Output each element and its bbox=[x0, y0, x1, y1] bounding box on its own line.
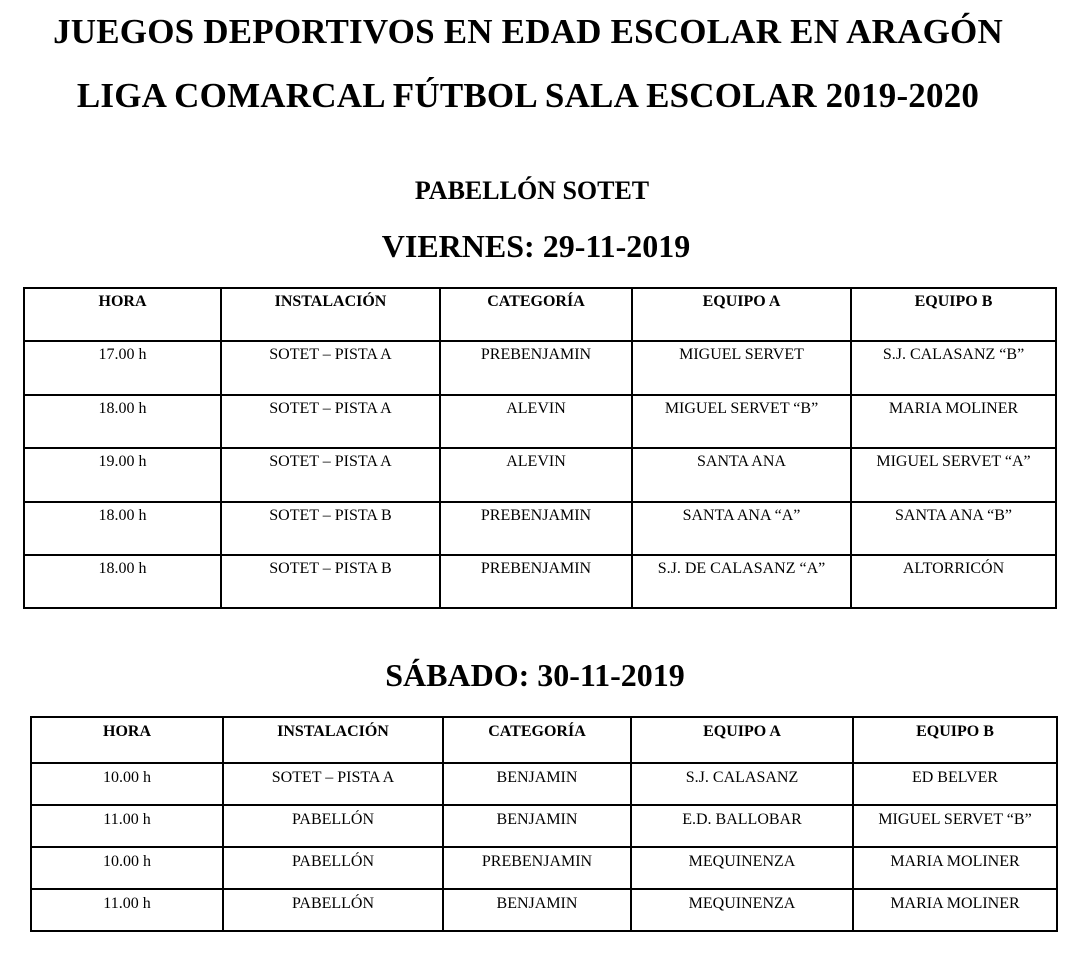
cell-hora: 19.00 h bbox=[24, 448, 221, 501]
cell-equipo-b: ALTORRICÓN bbox=[851, 555, 1056, 608]
cell-equipo-b: MIGUEL SERVET “B” bbox=[853, 805, 1057, 847]
table-row bbox=[31, 889, 1057, 931]
cell-equipo-b: S.J. CALASANZ “B” bbox=[851, 341, 1056, 394]
column-header-categoria: CATEGORÍA bbox=[440, 288, 632, 341]
table-row bbox=[31, 763, 1057, 805]
cell-categoria: PREBENJAMIN bbox=[443, 847, 631, 889]
cell-instalacion: SOTET – PISTA A bbox=[223, 763, 443, 805]
table-header-row bbox=[24, 288, 1056, 341]
cell-categoria: ALEVIN bbox=[440, 448, 632, 501]
league-title: LIGA COMARCAL FÚTBOL SALA ESCOLAR 2019-2020 bbox=[76, 76, 980, 115]
cell-equipo-a: S.J. DE CALASANZ “A” bbox=[632, 555, 851, 608]
column-header-equipo-a: EQUIPO A bbox=[632, 288, 851, 341]
table-header-row bbox=[31, 717, 1057, 763]
cell-equipo-b: MIGUEL SERVET “A” bbox=[851, 448, 1056, 501]
cell-hora: 10.00 h bbox=[31, 847, 223, 889]
cell-equipo-a: SANTA ANA bbox=[632, 448, 851, 501]
cell-hora: 11.00 h bbox=[31, 805, 223, 847]
friday-schedule-table bbox=[23, 287, 1057, 609]
table-row bbox=[24, 341, 1056, 394]
cell-equipo-a: MIGUEL SERVET bbox=[632, 341, 851, 394]
column-header-hora: HORA bbox=[24, 288, 221, 341]
saturday-schedule-table bbox=[30, 716, 1058, 932]
cell-instalacion: SOTET – PISTA A bbox=[221, 448, 440, 501]
cell-categoria: PREBENJAMIN bbox=[440, 555, 632, 608]
cell-categoria: BENJAMIN bbox=[443, 763, 631, 805]
cell-equipo-a: SANTA ANA “A” bbox=[632, 502, 851, 555]
cell-equipo-a: E.D. BALLOBAR bbox=[631, 805, 853, 847]
table-row bbox=[31, 847, 1057, 889]
table-row bbox=[24, 448, 1056, 501]
cell-equipo-b: MARIA MOLINER bbox=[851, 395, 1056, 448]
cell-instalacion: SOTET – PISTA B bbox=[221, 502, 440, 555]
cell-hora: 10.00 h bbox=[31, 763, 223, 805]
venue-heading: PABELLÓN SOTET bbox=[414, 176, 650, 205]
cell-instalacion: PABELLÓN bbox=[223, 847, 443, 889]
column-header-equipo-b: EQUIPO B bbox=[851, 288, 1056, 341]
cell-hora: 11.00 h bbox=[31, 889, 223, 931]
cell-categoria: BENJAMIN bbox=[443, 889, 631, 931]
cell-equipo-a: MIGUEL SERVET “B” bbox=[632, 395, 851, 448]
cell-categoria: PREBENJAMIN bbox=[440, 502, 632, 555]
cell-equipo-b: MARIA MOLINER bbox=[853, 889, 1057, 931]
cell-categoria: PREBENJAMIN bbox=[440, 341, 632, 394]
column-header-hora: HORA bbox=[31, 717, 223, 763]
column-header-equipo-b: EQUIPO B bbox=[853, 717, 1057, 763]
column-header-instalacion: INSTALACIÓN bbox=[221, 288, 440, 341]
cell-instalacion: PABELLÓN bbox=[223, 889, 443, 931]
table-row bbox=[24, 555, 1056, 608]
cell-instalacion: SOTET – PISTA A bbox=[221, 395, 440, 448]
column-header-instalacion: INSTALACIÓN bbox=[223, 717, 443, 763]
cell-equipo-a: S.J. CALASANZ bbox=[631, 763, 853, 805]
cell-equipo-b: ED BELVER bbox=[853, 763, 1057, 805]
cell-equipo-a: MEQUINENZA bbox=[631, 847, 853, 889]
table-row bbox=[24, 395, 1056, 448]
friday-heading: VIERNES: 29-11-2019 bbox=[381, 228, 691, 264]
cell-equipo-a: MEQUINENZA bbox=[631, 889, 853, 931]
cell-hora: 18.00 h bbox=[24, 555, 221, 608]
column-header-categoria: CATEGORÍA bbox=[443, 717, 631, 763]
table-row bbox=[24, 502, 1056, 555]
cell-instalacion: PABELLÓN bbox=[223, 805, 443, 847]
document-title: JUEGOS DEPORTIVOS EN EDAD ESCOLAR EN ARAGÓN bbox=[53, 12, 1003, 51]
cell-categoria: BENJAMIN bbox=[443, 805, 631, 847]
table-row bbox=[31, 805, 1057, 847]
cell-hora: 17.00 h bbox=[24, 341, 221, 394]
cell-equipo-b: SANTA ANA “B” bbox=[851, 502, 1056, 555]
cell-hora: 18.00 h bbox=[24, 395, 221, 448]
cell-instalacion: SOTET – PISTA A bbox=[221, 341, 440, 394]
column-header-equipo-a: EQUIPO A bbox=[631, 717, 853, 763]
cell-equipo-b: MARIA MOLINER bbox=[853, 847, 1057, 889]
cell-hora: 18.00 h bbox=[24, 502, 221, 555]
saturday-heading: SÁBADO: 30-11-2019 bbox=[385, 657, 685, 693]
cell-categoria: ALEVIN bbox=[440, 395, 632, 448]
cell-instalacion: SOTET – PISTA B bbox=[221, 555, 440, 608]
